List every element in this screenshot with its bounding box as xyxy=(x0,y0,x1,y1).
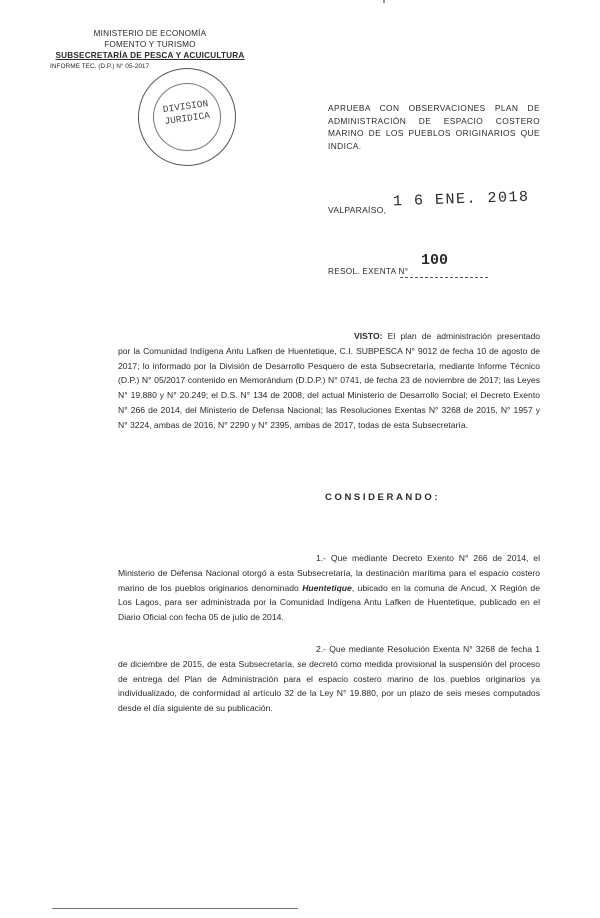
date-stamp: 1 6 ENE. 2018 xyxy=(392,188,530,211)
resolution-number-line xyxy=(400,277,488,278)
letterhead-ministry: MINISTERIO DE ECONOMÍA xyxy=(93,29,207,38)
top-mark xyxy=(383,0,385,3)
c1-text-before: 1.- Que mediante Decreto Exento N° 266 de 2014, el Ministerio de Defensa Nacional otorgó a esta Subsecretaría, la destinación marítima para el espacio costero marino de los pueblos originarios denominado xyxy=(118,553,540,593)
division-juridica-stamp xyxy=(132,62,243,173)
stamp-line-2: JURIDICA xyxy=(163,109,211,128)
letterhead-report-ref: INFORME TEC. (D.P.) N° 05-2017 xyxy=(50,63,150,70)
c1-emphasis: Huentetique xyxy=(302,582,352,593)
considerando-1 xyxy=(118,551,540,625)
visto-text: El plan de administración presentado por la Comunidad Indígena Antu Lafken de Huentetique, C.I. SUBPESCA N° 9012 de fecha 10 de agosto de 2017; lo informado por la División de Desarrollo Pesquero de esta Subsecretaría, mediante Informe Técnico (D.P.) N° 05/2017 contenido en Memorándum (D.D.P.) N° 0741, de fecha 23 de noviembre de 2017; las Leyes N° 19.880 y N° 20.249; el D.S. N° 134 de 2008, del actual Ministerio de Desarrollo Social; el Decreto Exento N° 266 de 2014, del Ministerio de Defensa Nacional; las Resoluciones Exentas N° 3268 de 2015, N° 1957 y N° 3224, ambas de 2016, N° 2290 y N° 2395, ambas de 2017, todas de esta Subsecretaría. xyxy=(118,331,540,430)
considerando-heading: CONSIDERANDO: xyxy=(325,492,441,503)
letterhead-tourism: FOMENTO Y TURISMO xyxy=(104,40,196,49)
letterhead-subsecretariat: SUBSECRETARÍA DE PESCA Y ACUICULTURA xyxy=(55,51,245,60)
footer-rule xyxy=(52,908,298,909)
visto-paragraph xyxy=(118,329,540,433)
resolution-number: 100 xyxy=(421,252,449,269)
place-label: VALPARAÍSO, xyxy=(328,205,387,215)
c1-text-after: , ubicado en la comuna de Ancud, X Región de Los Lagos, para ser administrada por la Comunidad Indígena Antu Lafken de Huentetique, publicado en el Diario Oficial con fecha 05 de julio de 2014. xyxy=(118,582,540,623)
considerando-2 xyxy=(118,642,540,716)
resolution-subject: APRUEBA CON OBSERVACIONES PLAN DE ADMINISTRACIÓN DE ESPACIO COSTERO MARINO DE LOS PUEBLOS ORIGINARIOS QUE INDICA. xyxy=(328,103,540,151)
stamp-line-1: DIVISION xyxy=(162,97,209,116)
c2-text: 2.- Que mediante Resolución Exenta N° 3268 de fecha 1 de diciembre de 2015, de esta Subsecretaría, se decretó como medida provisional la suspensión del proceso de entrega del Plan de Administración para el espacio costero marino de los pueblos originarios ya individualizado, de conformidad al artículo 32 de la Ley N° 19.880, por un plazo de seis meses computados desde el día siguiente de su publicación. xyxy=(118,644,540,714)
visto-label: VISTO: xyxy=(354,331,383,341)
resolution-label: RESOL. EXENTA N° xyxy=(328,267,409,276)
letterhead xyxy=(50,28,250,72)
